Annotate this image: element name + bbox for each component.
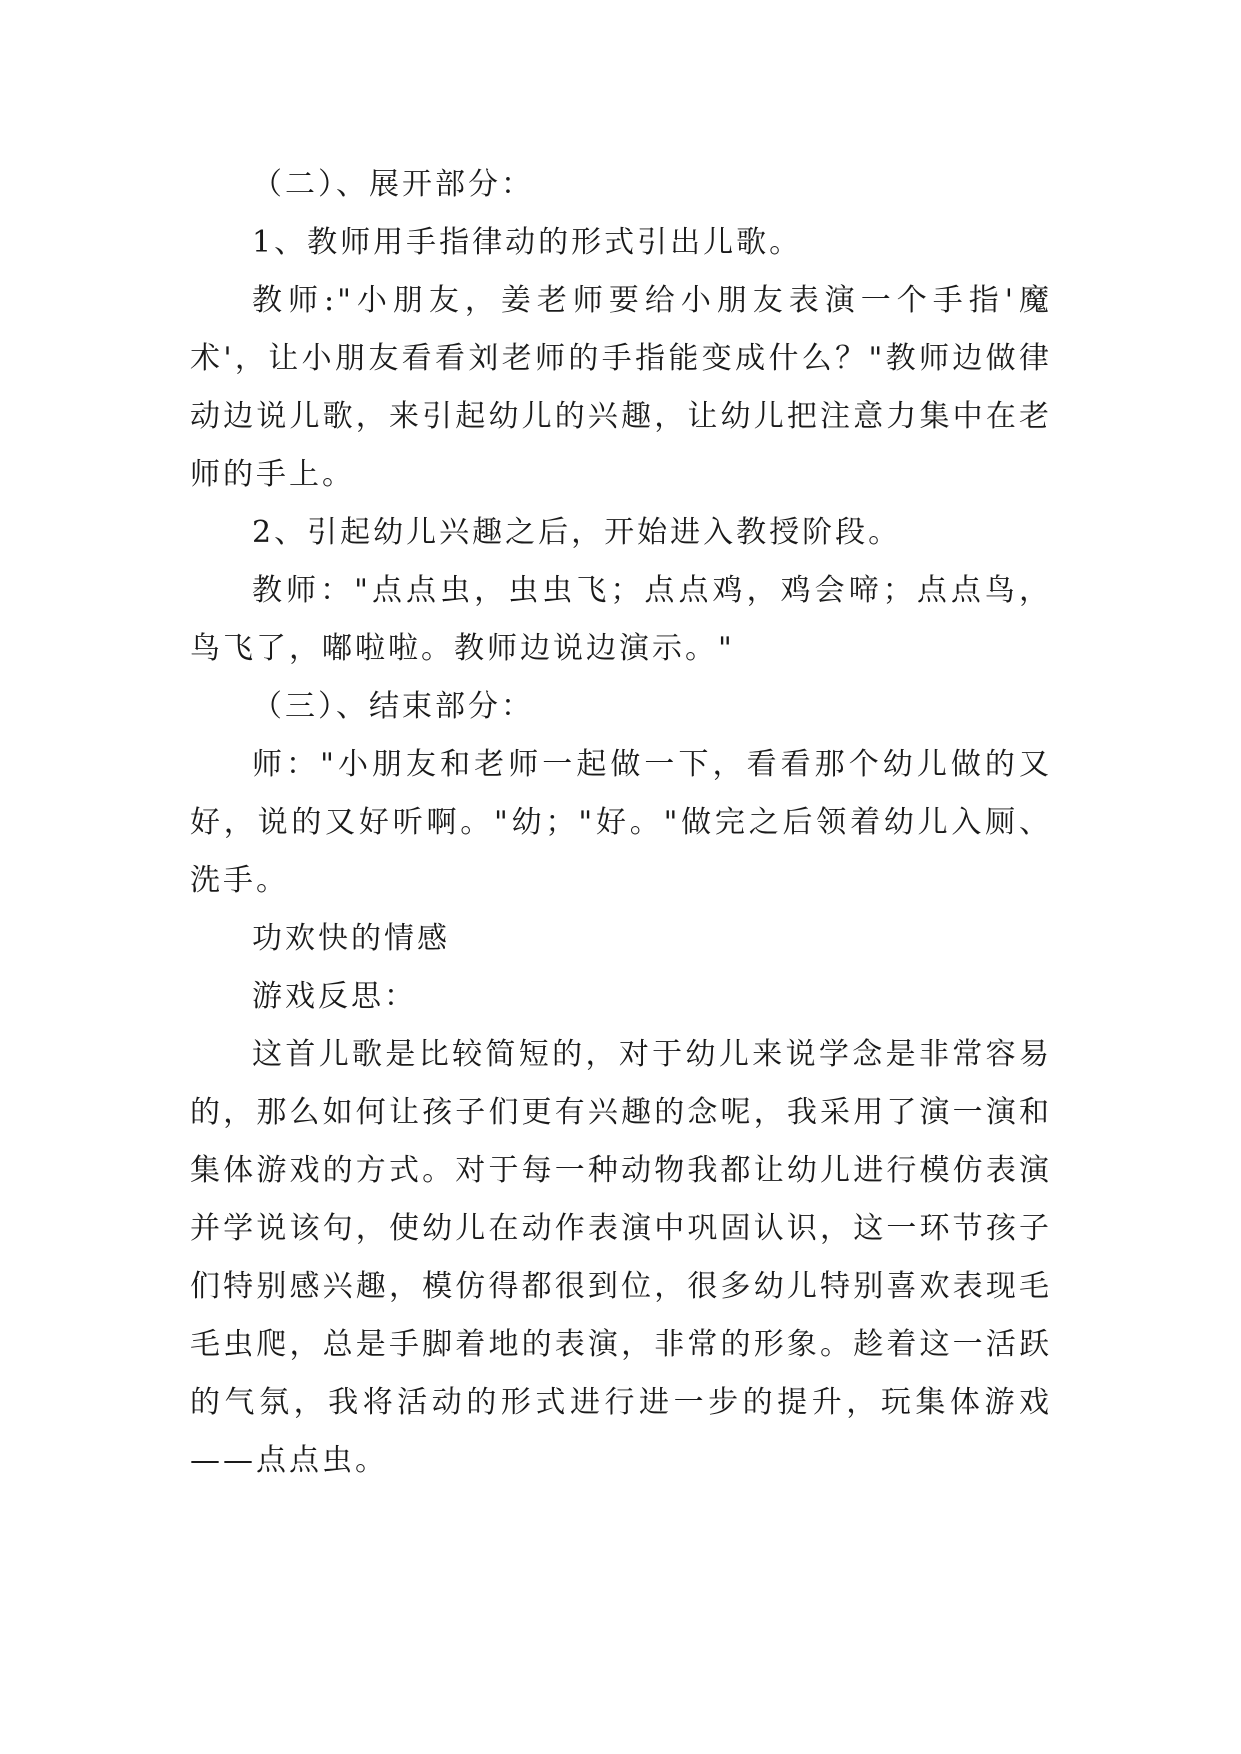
- reflection-heading: 游戏反思：: [252, 979, 417, 1014]
- teacher-dialogue-paragraph: 教师:"小朋友，姜老师要给小朋友表演一个手指'魔术'，让小朋友看看刘老师的手指能变成什么？"教师边做律动边说儿歌，来引起幼儿的兴趣，让幼儿把注意力集中在老师的手上。: [190, 283, 1052, 492]
- step-1-paragraph: 1、教师用手指律动的形式引出儿歌。: [252, 225, 803, 260]
- fragment-line: 功欢快的情感: [252, 921, 450, 956]
- document-body: [190, 156, 1052, 1490]
- reflection-paragraph: 这首儿歌是比较简短的，对于幼儿来说学念是非常容易的，那么如何让孩子们更有兴趣的念呢，我采用了演一演和集体游戏的方式。对于每一种动物我都让幼儿进行模仿表演并学说该句，使幼儿在动作表演中巩固认识，这一环节孩子们特别感兴趣，模仿得都很到位，很多幼儿特别喜欢表现毛毛虫爬，总是手脚着地的表演，非常的形象。趁着这一活跃的气氛，我将活动的形式进行进一步的提升，玩集体游戏——点点虫。: [190, 1037, 1052, 1478]
- step-2-paragraph: 2、引起幼儿兴趣之后，开始进入教授阶段。: [252, 515, 902, 550]
- ending-dialogue-paragraph: 师："小朋友和老师一起做一下，看看那个幼儿做的又好，说的又好听啊。"幼；"好。"做完之后领着幼儿入厕、洗手。: [190, 747, 1052, 898]
- rhyme-paragraph: 教师："点点虫，虫虫飞；点点鸡，鸡会啼；点点鸟，鸟飞了，嘟啦啦。教师边说边演示。": [190, 573, 1052, 666]
- section-heading-development: （二）、展开部分：: [252, 167, 534, 202]
- section-heading-ending: （三）、结束部分：: [252, 689, 534, 724]
